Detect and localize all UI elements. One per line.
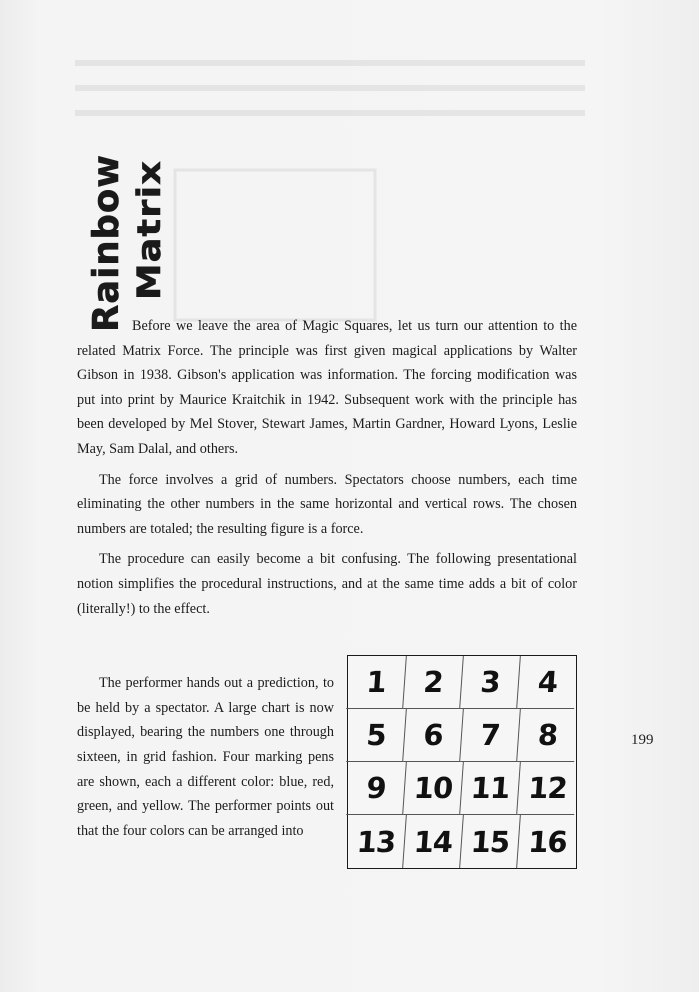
paragraph-intro: Before we leave the area of Magic Squares, let us turn our attention to the related Matrix Force. The principle was first given magical applications by Walter Gibson in 1938. Gibson's application was information. The forcing modification was put into print by Maurice Kraitchik in 1942. Subsequent work with the principle has been developed by Mel Stover, Stewart James, Martin Gardner, Howard Lyons, Leslie May, Sam Dalal, and others. [77,318,577,457]
grid-cell: 16 [527,824,568,859]
grid-cell: 9 [346,762,407,815]
grid-cell: 1 [346,656,407,709]
page-number: 199 [631,732,654,748]
body-text [77,314,577,621]
title-line-rainbow: Rainbow [86,151,127,332]
grid-cell: 3 [460,656,521,709]
grid-cell: 8 [517,709,578,762]
grid-cell: 10 [403,762,464,815]
grid-cell: 6 [403,709,464,762]
number-grid [347,655,577,869]
grid-cell: 13 [346,815,407,868]
grid-cell: 2 [403,656,464,709]
grid-cell: 15 [460,815,521,868]
chapter-title [80,150,170,335]
paragraph-performer: The performer hands out a prediction, to be held by a spectator. A large chart is now displayed, bearing the numbers one through sixteen, in grid fashion. Four marking pens are shown, each a different color: blue, red, green, and yellow. The performer points out that the four colors can be arranged into [77,675,334,839]
grid-cell: 7 [460,709,521,762]
title-line-matrix: Matrix [130,177,168,300]
grid-cell: 4 [517,656,578,709]
grid-cell: 11 [460,762,521,815]
grid-cell: 5 [346,709,407,762]
paragraph-procedure: The procedure can easily become a bit confusing. The following presentational notion simplifies the procedural instructions, and at the same time adds a bit of color (literally!) to the effect. [77,551,577,617]
grid-cell: 12 [517,762,578,815]
paragraph-force: The force involves a grid of numbers. Spectators choose numbers, each time eliminating the other numbers in the same horizontal and vertical rows. The chosen numbers are totaled; the resulting figure is a force. [77,471,577,537]
grid-cell: 14 [403,815,464,868]
